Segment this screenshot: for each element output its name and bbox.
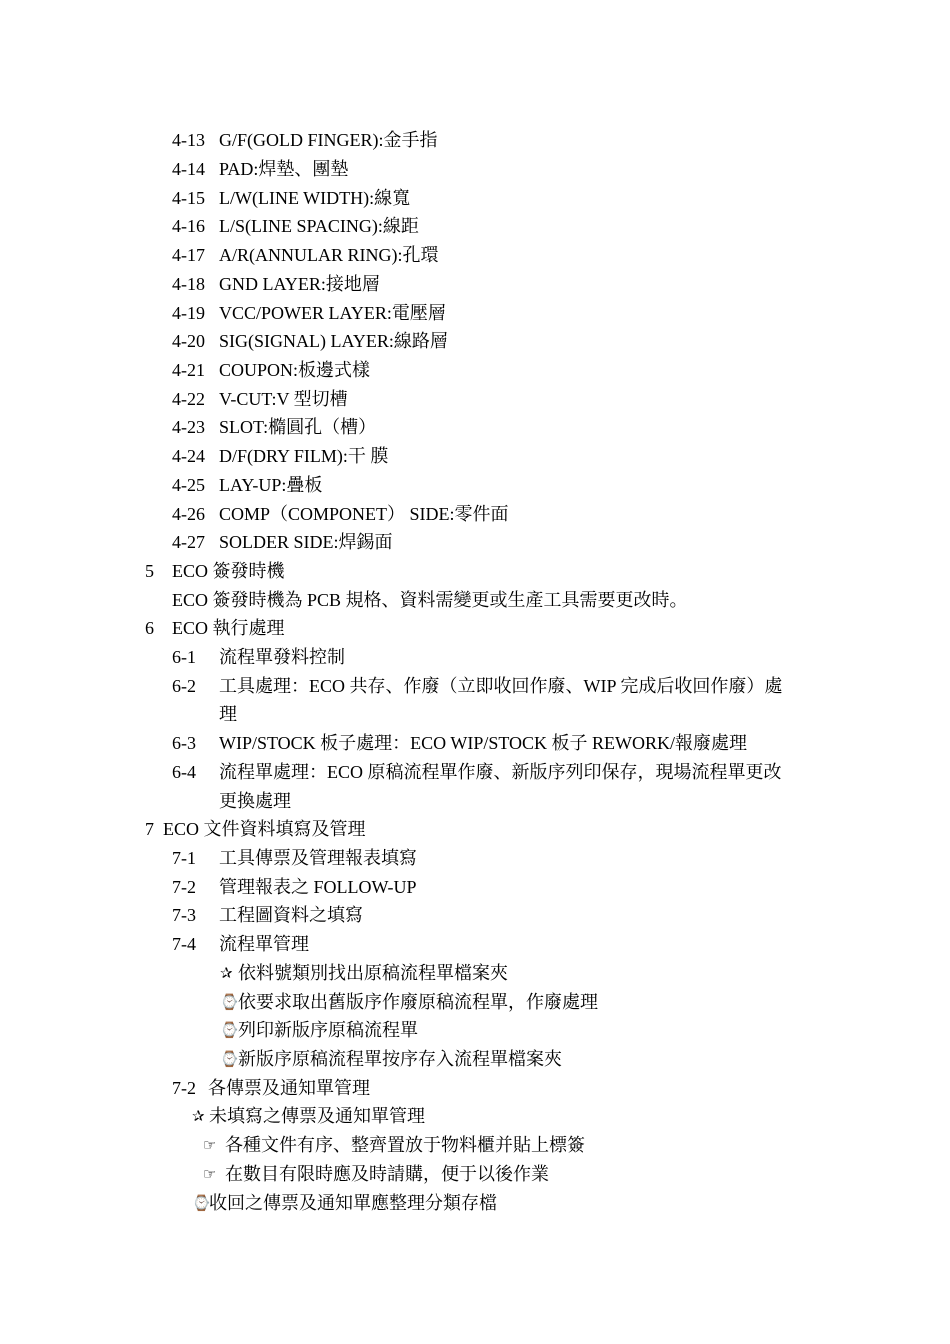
sub-item-text: 收回之傳票及通知單應整理分類存檔 xyxy=(209,1193,497,1213)
item-number: 7-2 xyxy=(172,1078,196,1098)
item-text: COUPON:板邊式樣 xyxy=(219,360,371,380)
pointing-hand-icon: ☞ xyxy=(203,1165,217,1183)
clock-icon: ⌚ xyxy=(220,1050,239,1068)
item-text: 工程圖資料之填寫 xyxy=(219,905,363,925)
item-text: 管理報表之 FOLLOW-UP xyxy=(219,877,417,897)
clock-icon: ⌚ xyxy=(220,1021,239,1039)
section-number: 6 xyxy=(145,618,154,638)
item-text: COMP（COMPONET） SIDE:零件面 xyxy=(219,504,509,524)
step-text: 列印新版序原稿流程單 xyxy=(238,1020,418,1040)
paragraph-text: ECO 簽發時機為 PCB 規格、資料需變更或生產工具需要更改時。 xyxy=(172,590,688,610)
item-text: 流程單處理：ECO 原稿流程單作廢、新版序列印保存，現場流程單更改 xyxy=(219,762,782,782)
item-number: 4-13 xyxy=(172,130,205,150)
star-icon: ✰ xyxy=(220,964,233,982)
item-number: 4-22 xyxy=(172,389,205,409)
item-number: 4-18 xyxy=(172,274,205,294)
item-number: 4-15 xyxy=(172,188,205,208)
section-title: ECO 文件資料填寫及管理 xyxy=(163,819,366,839)
item-text: 流程單管理 xyxy=(219,934,309,954)
item-number: 4-16 xyxy=(172,216,205,236)
section-title: ECO 執行處理 xyxy=(172,618,285,638)
step-text: 依料號類別找出原稿流程單檔案夾 xyxy=(238,963,508,983)
item-text: 流程單發料控制 xyxy=(219,647,345,667)
step-text: 依要求取出舊版序作廢原稿流程單，作廢處理 xyxy=(238,992,598,1012)
item-text: SIG(SIGNAL) LAYER:線路層 xyxy=(219,331,448,351)
item-text: L/S(LINE SPACING):線距 xyxy=(219,216,419,236)
section-number: 7 xyxy=(145,819,154,839)
clock-icon: ⌚ xyxy=(192,1194,211,1212)
sub-item-text: 未填寫之傳票及通知單管理 xyxy=(209,1106,425,1126)
item-text: 工具處理：ECO 共存、作廢（立即收回作廢、WIP 完成后收回作廢）處 xyxy=(219,676,783,696)
clock-icon: ⌚ xyxy=(220,993,239,1011)
item-text: 更換處理 xyxy=(219,791,291,811)
item-text: A/R(ANNULAR RING):孔環 xyxy=(219,245,439,265)
item-text: L/W(LINE WIDTH):線寬 xyxy=(219,188,411,208)
item-text: GND LAYER:接地層 xyxy=(219,274,380,294)
item-text: 理 xyxy=(219,704,237,724)
item-number: 4-26 xyxy=(172,504,205,524)
item-number: 6-1 xyxy=(172,647,196,667)
point-text: 各種文件有序、整齊置放于物料櫃并貼上標簽 xyxy=(225,1135,585,1155)
item-number: 4-23 xyxy=(172,417,205,437)
point-text: 在數目有限時應及時請購，便于以後作業 xyxy=(225,1164,549,1184)
item-text: LAY-UP:疊板 xyxy=(219,475,323,495)
item-number: 4-20 xyxy=(172,331,205,351)
item-text: D/F(DRY FILM):干 膜 xyxy=(219,446,389,466)
item-text: V-CUT:V 型切槽 xyxy=(219,389,348,409)
item-text: VCC/POWER LAYER:電壓層 xyxy=(219,303,446,323)
item-text: SLOT:橢圓孔（槽） xyxy=(219,417,377,437)
item-number: 4-21 xyxy=(172,360,205,380)
pointing-hand-icon: ☞ xyxy=(203,1136,217,1154)
item-number: 4-25 xyxy=(172,475,205,495)
item-number: 6-2 xyxy=(172,676,196,696)
item-number: 6-4 xyxy=(172,762,196,782)
item-text: G/F(GOLD FINGER):金手指 xyxy=(219,130,438,150)
item-number: 4-27 xyxy=(172,532,205,552)
star-icon: ✰ xyxy=(192,1107,205,1125)
item-number: 7-3 xyxy=(172,905,196,925)
item-number: 4-24 xyxy=(172,446,205,466)
step-text: 新版序原稿流程單按序存入流程單檔案夾 xyxy=(238,1049,562,1069)
item-number: 6-3 xyxy=(172,733,196,753)
section-title: ECO 簽發時機 xyxy=(172,561,285,581)
item-text: 各傳票及通知單管理 xyxy=(208,1078,370,1098)
item-number: 7-2 xyxy=(172,877,196,897)
item-text: 工具傳票及管理報表填寫 xyxy=(219,848,417,868)
section-number: 5 xyxy=(145,561,154,581)
item-text: SOLDER SIDE:焊錫面 xyxy=(219,532,393,552)
item-number: 4-14 xyxy=(172,159,205,179)
item-number: 7-4 xyxy=(172,934,196,954)
item-number: 4-19 xyxy=(172,303,205,323)
item-text: WIP/STOCK 板子處理：ECO WIP/STOCK 板子 REWORK/報廢處理 xyxy=(219,733,748,753)
item-text: PAD:焊墊、團墊 xyxy=(219,159,349,179)
item-number: 7-1 xyxy=(172,848,196,868)
item-number: 4-17 xyxy=(172,245,205,265)
